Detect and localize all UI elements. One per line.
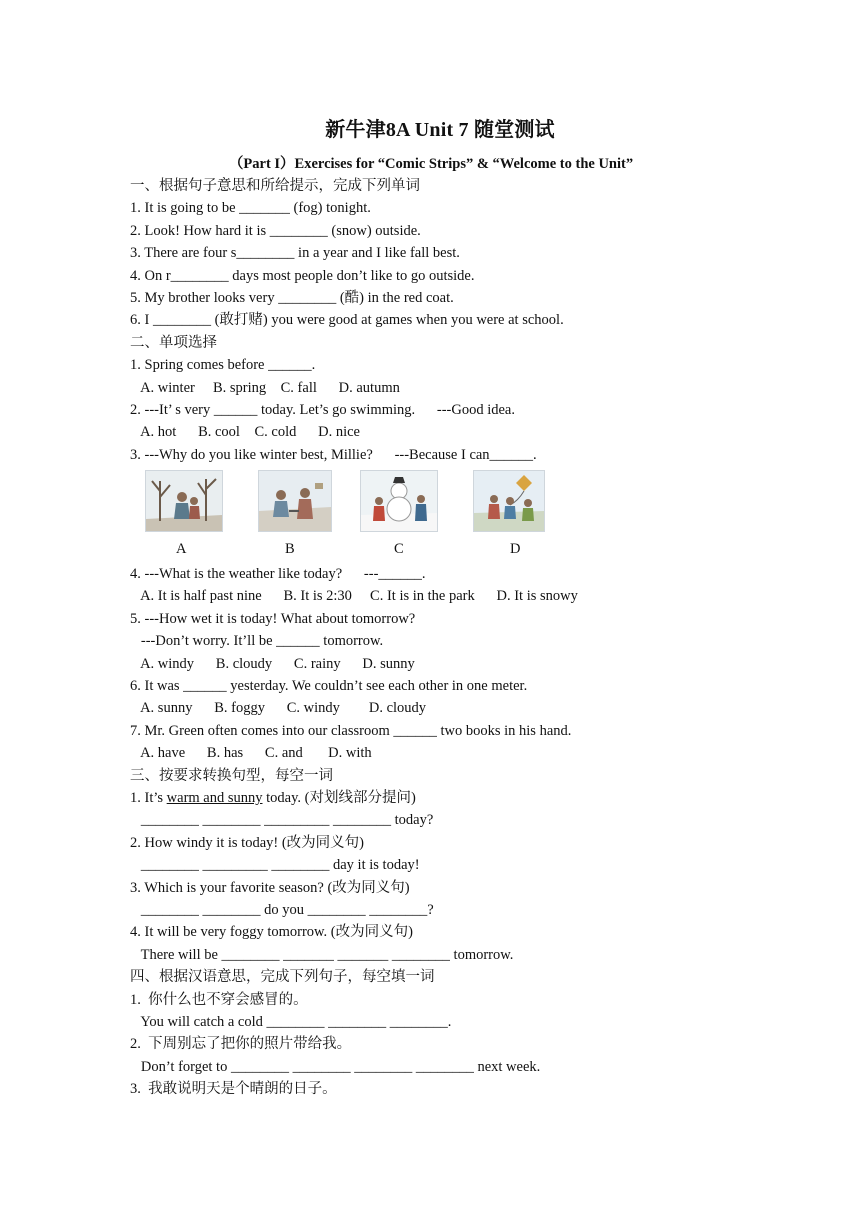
section-block-1	[130, 175, 750, 466]
text-line: 4. ---What is the weather like today? ---______.	[130, 566, 426, 583]
text-line: There will be ________ _______ _______ ________ tomorrow.	[130, 946, 514, 963]
text-line: 3. There are four s________ in a year and I like fall best.	[130, 245, 460, 262]
text-line: 7. Mr. Green often comes into our classroom ______ two books in his hand.	[130, 722, 572, 739]
picture-option-a	[145, 470, 223, 532]
worksheet-content	[130, 175, 750, 1100]
picture-label-a: A	[176, 541, 187, 558]
text-line: 2. How windy it is today! (改为同义句)	[130, 834, 364, 851]
text-line: 三、按要求转换句型，每空一词	[130, 767, 333, 784]
picture-options	[130, 470, 750, 538]
text-line: 1. 你什么也不穿会感冒的。	[130, 991, 308, 1008]
text-line: 5. My brother looks very ________ (酷) in the red coat.	[130, 289, 454, 306]
text-line: 6. It was ______ yesterday. We couldn’t see each other in one meter.	[130, 678, 528, 695]
text-line: Don’t forget to ________ ________ ________ ________ next week.	[130, 1058, 541, 1075]
text-line: 2. ---It’ s very ______ today. Let’s go swimming. ---Good idea.	[130, 401, 515, 418]
text-line: 2. Look! How hard it is ________ (snow) outside.	[130, 222, 421, 239]
text-line: 5. ---How wet it is today! What about tomorrow?	[130, 610, 416, 627]
text-line: A. It is half past nine B. It is 2:30 C. It is in the park D. It is snowy	[130, 588, 578, 605]
text-line: You will catch a cold ________ ________ ________.	[130, 1013, 452, 1030]
text-line: 1. It is going to be _______ (fog) tonight.	[130, 200, 371, 217]
text-line: A. windy B. cloudy C. rainy D. sunny	[130, 655, 415, 672]
picture-option-d	[473, 470, 545, 532]
picture-label-d: D	[510, 541, 521, 558]
picture-label-c: C	[394, 541, 404, 558]
text-line: A. winter B. spring C. fall D. autumn	[130, 379, 400, 396]
question-line: 1. It’s warm and sunny today. (对划线部分提问)	[130, 789, 416, 806]
picture-label-b: B	[285, 541, 295, 558]
section-block-2	[130, 563, 750, 787]
section-block-3	[130, 809, 750, 1100]
page-title: 新牛津8A Unit 7 随堂测试	[325, 119, 555, 141]
text-line: 3. 我敢说明天是个晴朗的日子。	[130, 1081, 337, 1098]
text-line: 1. Spring comes before ______.	[130, 357, 316, 374]
text-line: A. hot B. cool C. cold D. nice	[130, 424, 360, 441]
picture-option-c	[360, 470, 438, 532]
text-line: 2. 下周别忘了把你的照片带给我。	[130, 1036, 352, 1053]
text-line: A. sunny B. foggy C. windy D. cloudy	[130, 700, 427, 717]
text-line: ---Don’t worry. It’ll be ______ tomorrow.	[130, 633, 384, 650]
text-line: 四、根据汉语意思，完成下列句子，每空填一词	[130, 969, 435, 986]
text-line: 一、根据句子意思和所给提示，完成下列单词	[130, 178, 420, 194]
picture-option-b	[258, 470, 332, 532]
text-line: 4. It will be very foggy tomorrow. (改为同义句)	[130, 924, 413, 941]
underlined-phrase: warm and sunny	[166, 789, 263, 806]
text-line: 3. ---Why do you like winter best, Millie? ---Because I can______.	[130, 446, 537, 463]
text-line: 6. I ________ (敢打赌) you were good at games when you were at school.	[130, 312, 564, 329]
picture-labels	[130, 541, 750, 563]
text-line: 3. Which is your favorite season? (改为同义句)	[130, 879, 410, 896]
text-line: 二、单项选择	[130, 334, 217, 351]
text-line: ________ _________ ________ day it is today!	[130, 857, 420, 874]
page-subtitle: （Part I）Exercises for “Comic Strips” & “Welcome to the Unit”	[228, 156, 634, 172]
text-line: ________ ________ _________ ________ today?	[130, 812, 434, 829]
text-line: 4. On r________ days most people don’t like to go outside.	[130, 267, 475, 284]
text-line: A. have B. has C. and D. with	[130, 745, 372, 762]
text-line: ________ ________ do you ________ ________?	[130, 901, 434, 918]
